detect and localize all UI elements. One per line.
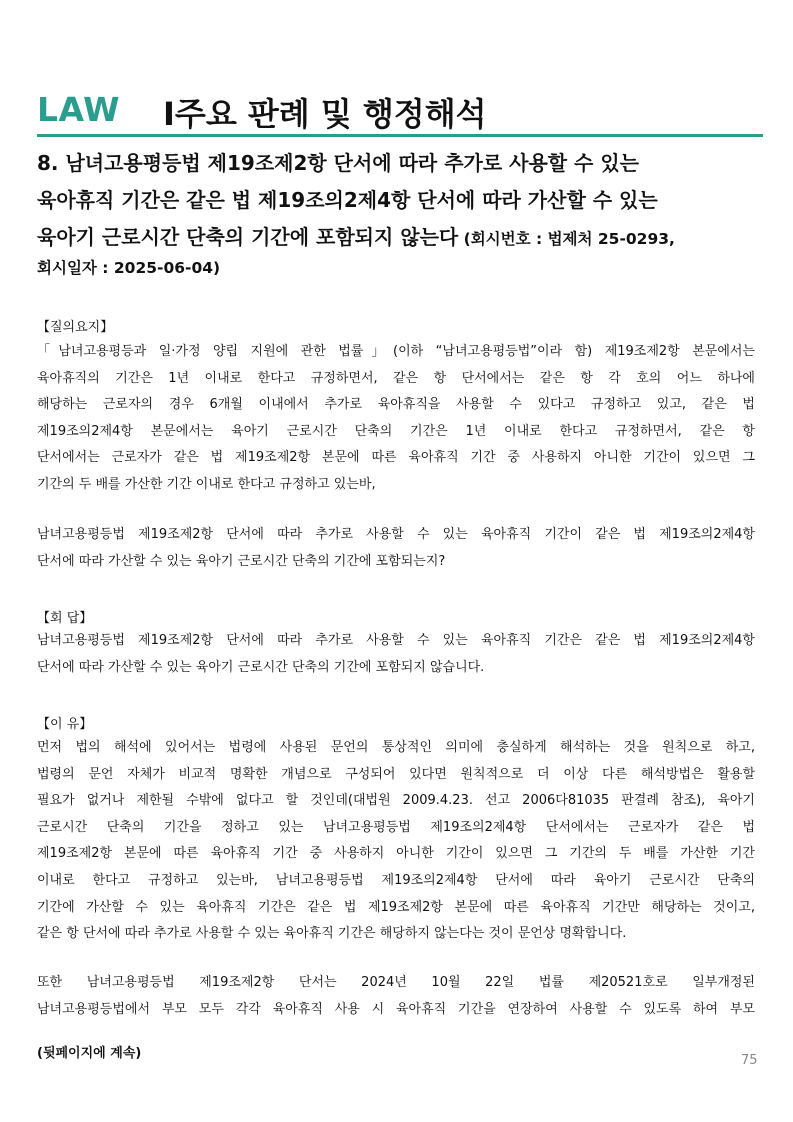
text-line: 필요가 없거나 제한될 수밖에 없다고 할 것인데(대법원 2009.4.23. 선고 2006다81035 판결례 참조), 육아기: [37, 793, 755, 809]
text-line: 제19조의2제4항 본문에서는 육아기 근로시간 단축의 기간은 1년 이내로 한다고 규정하면서, 같은 항: [37, 423, 755, 439]
text-line: 남녀고용평등법 제19조제2항 단서에 따라 추가로 사용할 수 있는 육아휴직 기간이 같은 법 제19조의2제4항: [37, 527, 755, 542]
text-line: 단서에 따라 가산할 수 있는 육아기 근로시간 단축의 기간에 포함되지 않습니다.: [37, 659, 485, 675]
text-line: 기간에 가산할 수 있는 육아휴직 기간은 같은 법 제19조제2항 본문에 따른 육아휴직 기간만 해당하는 것이고,: [37, 899, 755, 915]
question-paragraph-2: [37, 522, 755, 575]
article-title: [37, 145, 763, 258]
article-title-line-3-wrap: [37, 219, 763, 258]
answer-paragraph: [37, 628, 755, 681]
text-line: 기간의 두 배를 가산한 기간 이내로 한다고 규정하고 있는바,: [37, 476, 376, 492]
text-line: 단서에 따라 가산할 수 있는 육아기 근로시간 단축의 기간에 포함되는지?: [37, 553, 446, 569]
section-label-law: LAW: [37, 90, 120, 129]
page-title: Ⅰ주요 판례 및 행정해석: [163, 95, 487, 133]
text-line: 남녀고용평등법 제19조제2항 단서에 따라 추가로 사용할 수 있는 육아휴직 기간은 같은 법 제19조의2제4항: [37, 633, 755, 648]
text-line: 먼저 법의 해석에 있어서는 법령에 사용된 문언의 통상적인 의미에 충실하게 해석하는 것을 원칙으로 하고,: [37, 740, 755, 755]
answer-label: 【회 답】: [37, 611, 93, 626]
page-number: 75: [741, 1053, 758, 1068]
page-header: [37, 86, 763, 137]
text-line: 단서에서는 근로자가 같은 법 제19조제2항 본문에 따른 육아휴직 기간 중 사용하지 아니한 기간이 있으면 그: [37, 450, 755, 466]
text-line: 또한 남녀고용평등법 제19조제2항 단서는 2024년 10월 22일 법률 제20521호로 일부개정된: [37, 975, 755, 990]
question-paragraph-1: [37, 339, 755, 499]
text-line: 남녀고용평등법에서 부모 모두 각각 육아휴직 사용 시 육아휴직 기간을 연장하여 사용할 수 있도록 하여 부모: [37, 1001, 755, 1017]
text-line: 육아휴직의 기간은 1년 이내로 한다고 규정하면서, 같은 항 단서에서는 같은 항 각 호의 어느 하나에: [37, 370, 755, 386]
text-line: 이내로 한다고 규정하고 있는바, 남녀고용평등법 제19조의2제4항 단서에 따라 육아기 근로시간 단축의: [37, 872, 755, 888]
reason-paragraph-2: [37, 970, 755, 1023]
text-line: 해당하는 근로자의 경우 6개월 이내에서 추가로 육아휴직을 사용할 수 있다고 규정하고 있고, 같은 법: [37, 397, 755, 413]
reason-label: 【이 유】: [37, 717, 93, 732]
text-line: 근로시간 단축의 기간을 정하고 있는 남녀고용평등법 제19조의2제4항 단서에서는 근로자가 같은 법: [37, 819, 755, 835]
reason-paragraph-1: [37, 735, 755, 948]
article-title-line-1: 8. 남녀고용평등법 제19조제2항 단서에 따라 추가로 사용할 수 있는: [37, 151, 639, 175]
article-meta-inline: (회시번호 : 법제처 25-0293,: [458, 230, 675, 248]
article-meta-date: 회시일자 : 2025-06-04): [37, 259, 221, 277]
article-title-line-2: 육아휴직 기간은 같은 법 제19조의2제4항 단서에 따라 가산할 수 있는: [37, 188, 658, 212]
article-title-line-3: 육아기 근로시간 단축의 기간에 포함되지 않는다: [37, 225, 459, 249]
text-line: 법령의 문언 자체가 비교적 명확한 개념으로 구성되어 있다면 원칙적으로 더 이상 다른 해석방법은 활용할: [37, 766, 755, 782]
question-label: 【질의요지】: [37, 320, 114, 335]
continued-note: (뒷페이지에 계속): [37, 1046, 142, 1061]
text-line: 제19조제2항 본문에 따른 육아휴직 기간 중 사용하지 아니한 기간이 있으면 그 기간의 두 배를 가산한 기간: [37, 846, 755, 862]
text-line: 「남녀고용평등과 일·가정 양립 지원에 관한 법률」(이하 “남녀고용평등법”이라 함) 제19조제2항 본문에서는: [37, 344, 755, 359]
text-line: 같은 항 단서에 따라 추가로 사용할 수 있는 육아휴직 기간은 해당하지 않는다는 것이 문언상 명확합니다.: [37, 926, 627, 942]
